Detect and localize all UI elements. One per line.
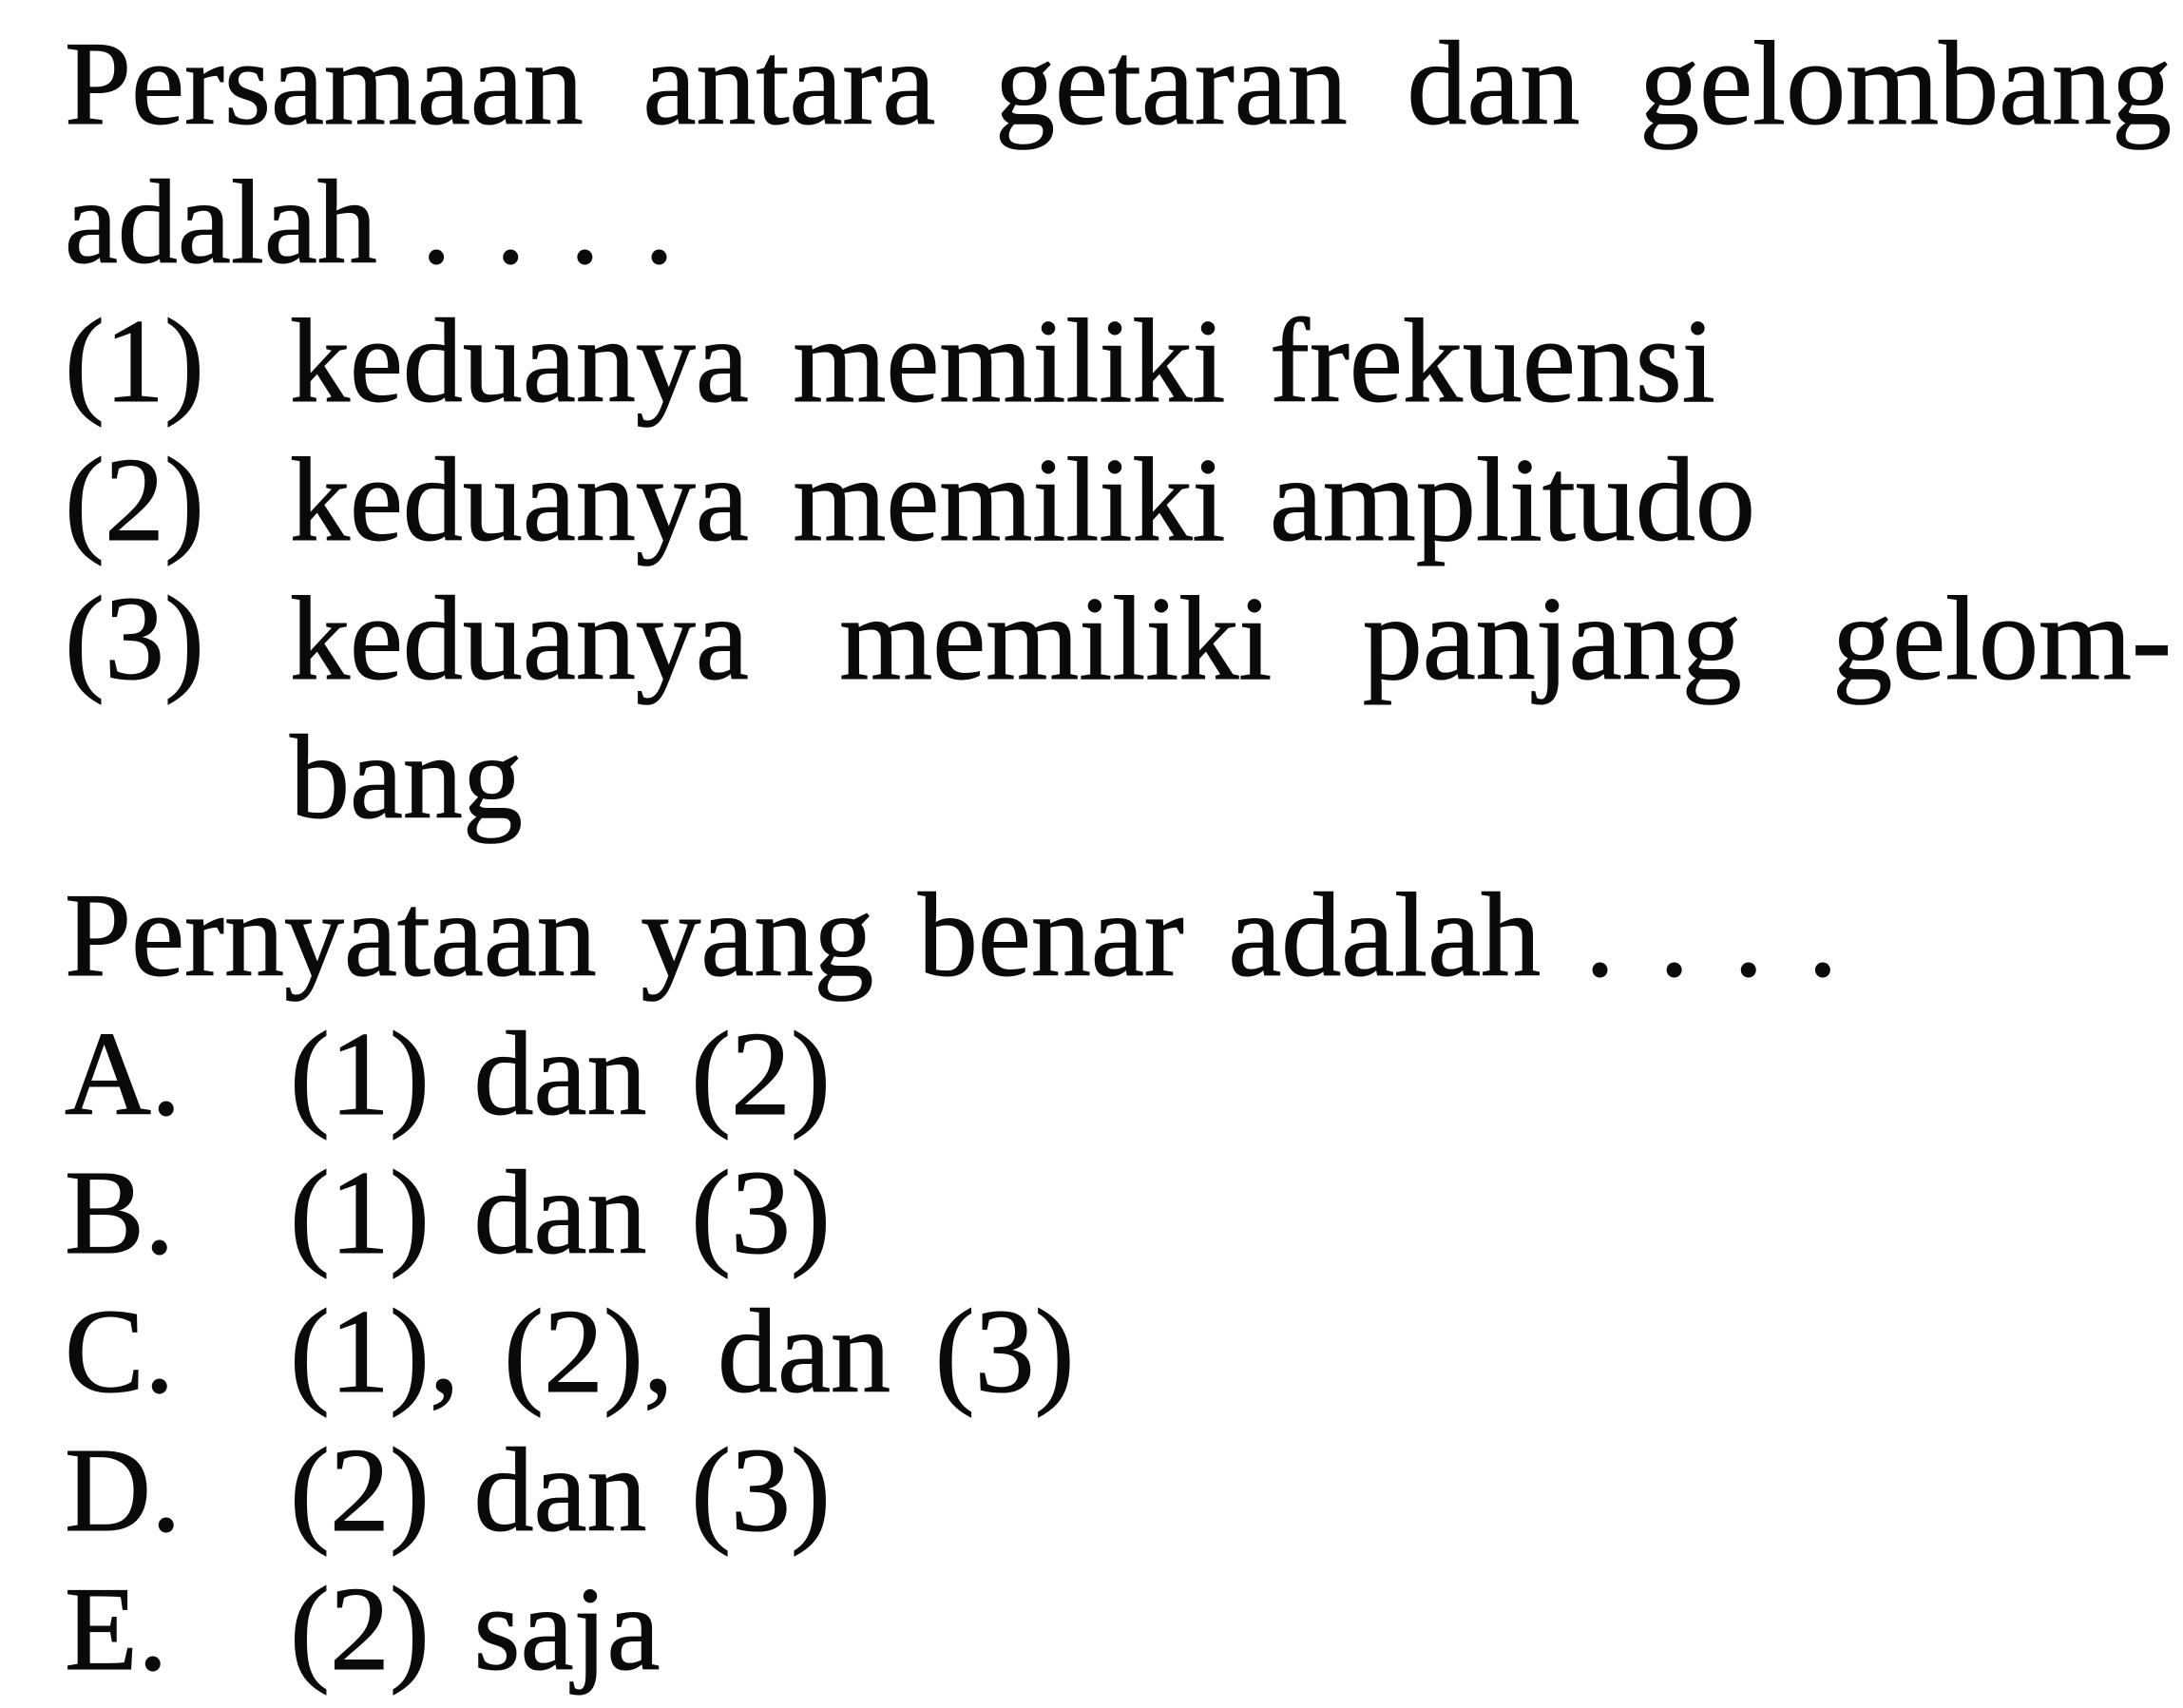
statement-3-marker: (3) [65,573,204,705]
statement-3-text [290,570,2172,848]
statement-2-marker: (2) [65,434,204,566]
statement-item-1 [65,293,2172,432]
option-c-letter: C. [65,1286,175,1418]
option-c-text: (1), (2), dan (3) [290,1286,1075,1418]
statement-1-marker: (1) [65,296,204,428]
answer-prompt: Pernyataan yang benar adalah . . . . [65,870,1838,1002]
option-a-text: (1) dan (2) [290,1008,832,1141]
option-c [65,1283,2172,1422]
option-b [65,1144,2172,1283]
statement-1-text: keduanya memiliki frekuensi [290,296,1715,428]
statement-3-line-1: keduanya memiliki panjang gelom- [290,573,2172,705]
question-line-1: Persamaan antara getaran dan gelombang [65,18,2172,150]
option-d-letter: D. [65,1425,182,1557]
option-a [65,1006,2172,1144]
question-line-2: adalah . . . . [65,157,675,289]
option-d [65,1422,2172,1561]
option-b-letter: B. [65,1147,175,1279]
option-d-text: (2) dan (3) [290,1425,832,1557]
option-e-letter: E. [65,1564,168,1696]
option-e [65,1561,2172,1699]
statement-item-2 [65,432,2172,570]
statement-2-text: keduanya memiliki amplitudo [290,434,1755,566]
option-b-text: (1) dan (3) [290,1147,832,1279]
statement-item-3 [65,570,2172,848]
option-e-text: (2) saja [290,1564,661,1696]
statement-3-line-2: bang [290,712,523,844]
question-stem [65,15,2172,293]
option-a-letter: A. [65,1008,182,1141]
